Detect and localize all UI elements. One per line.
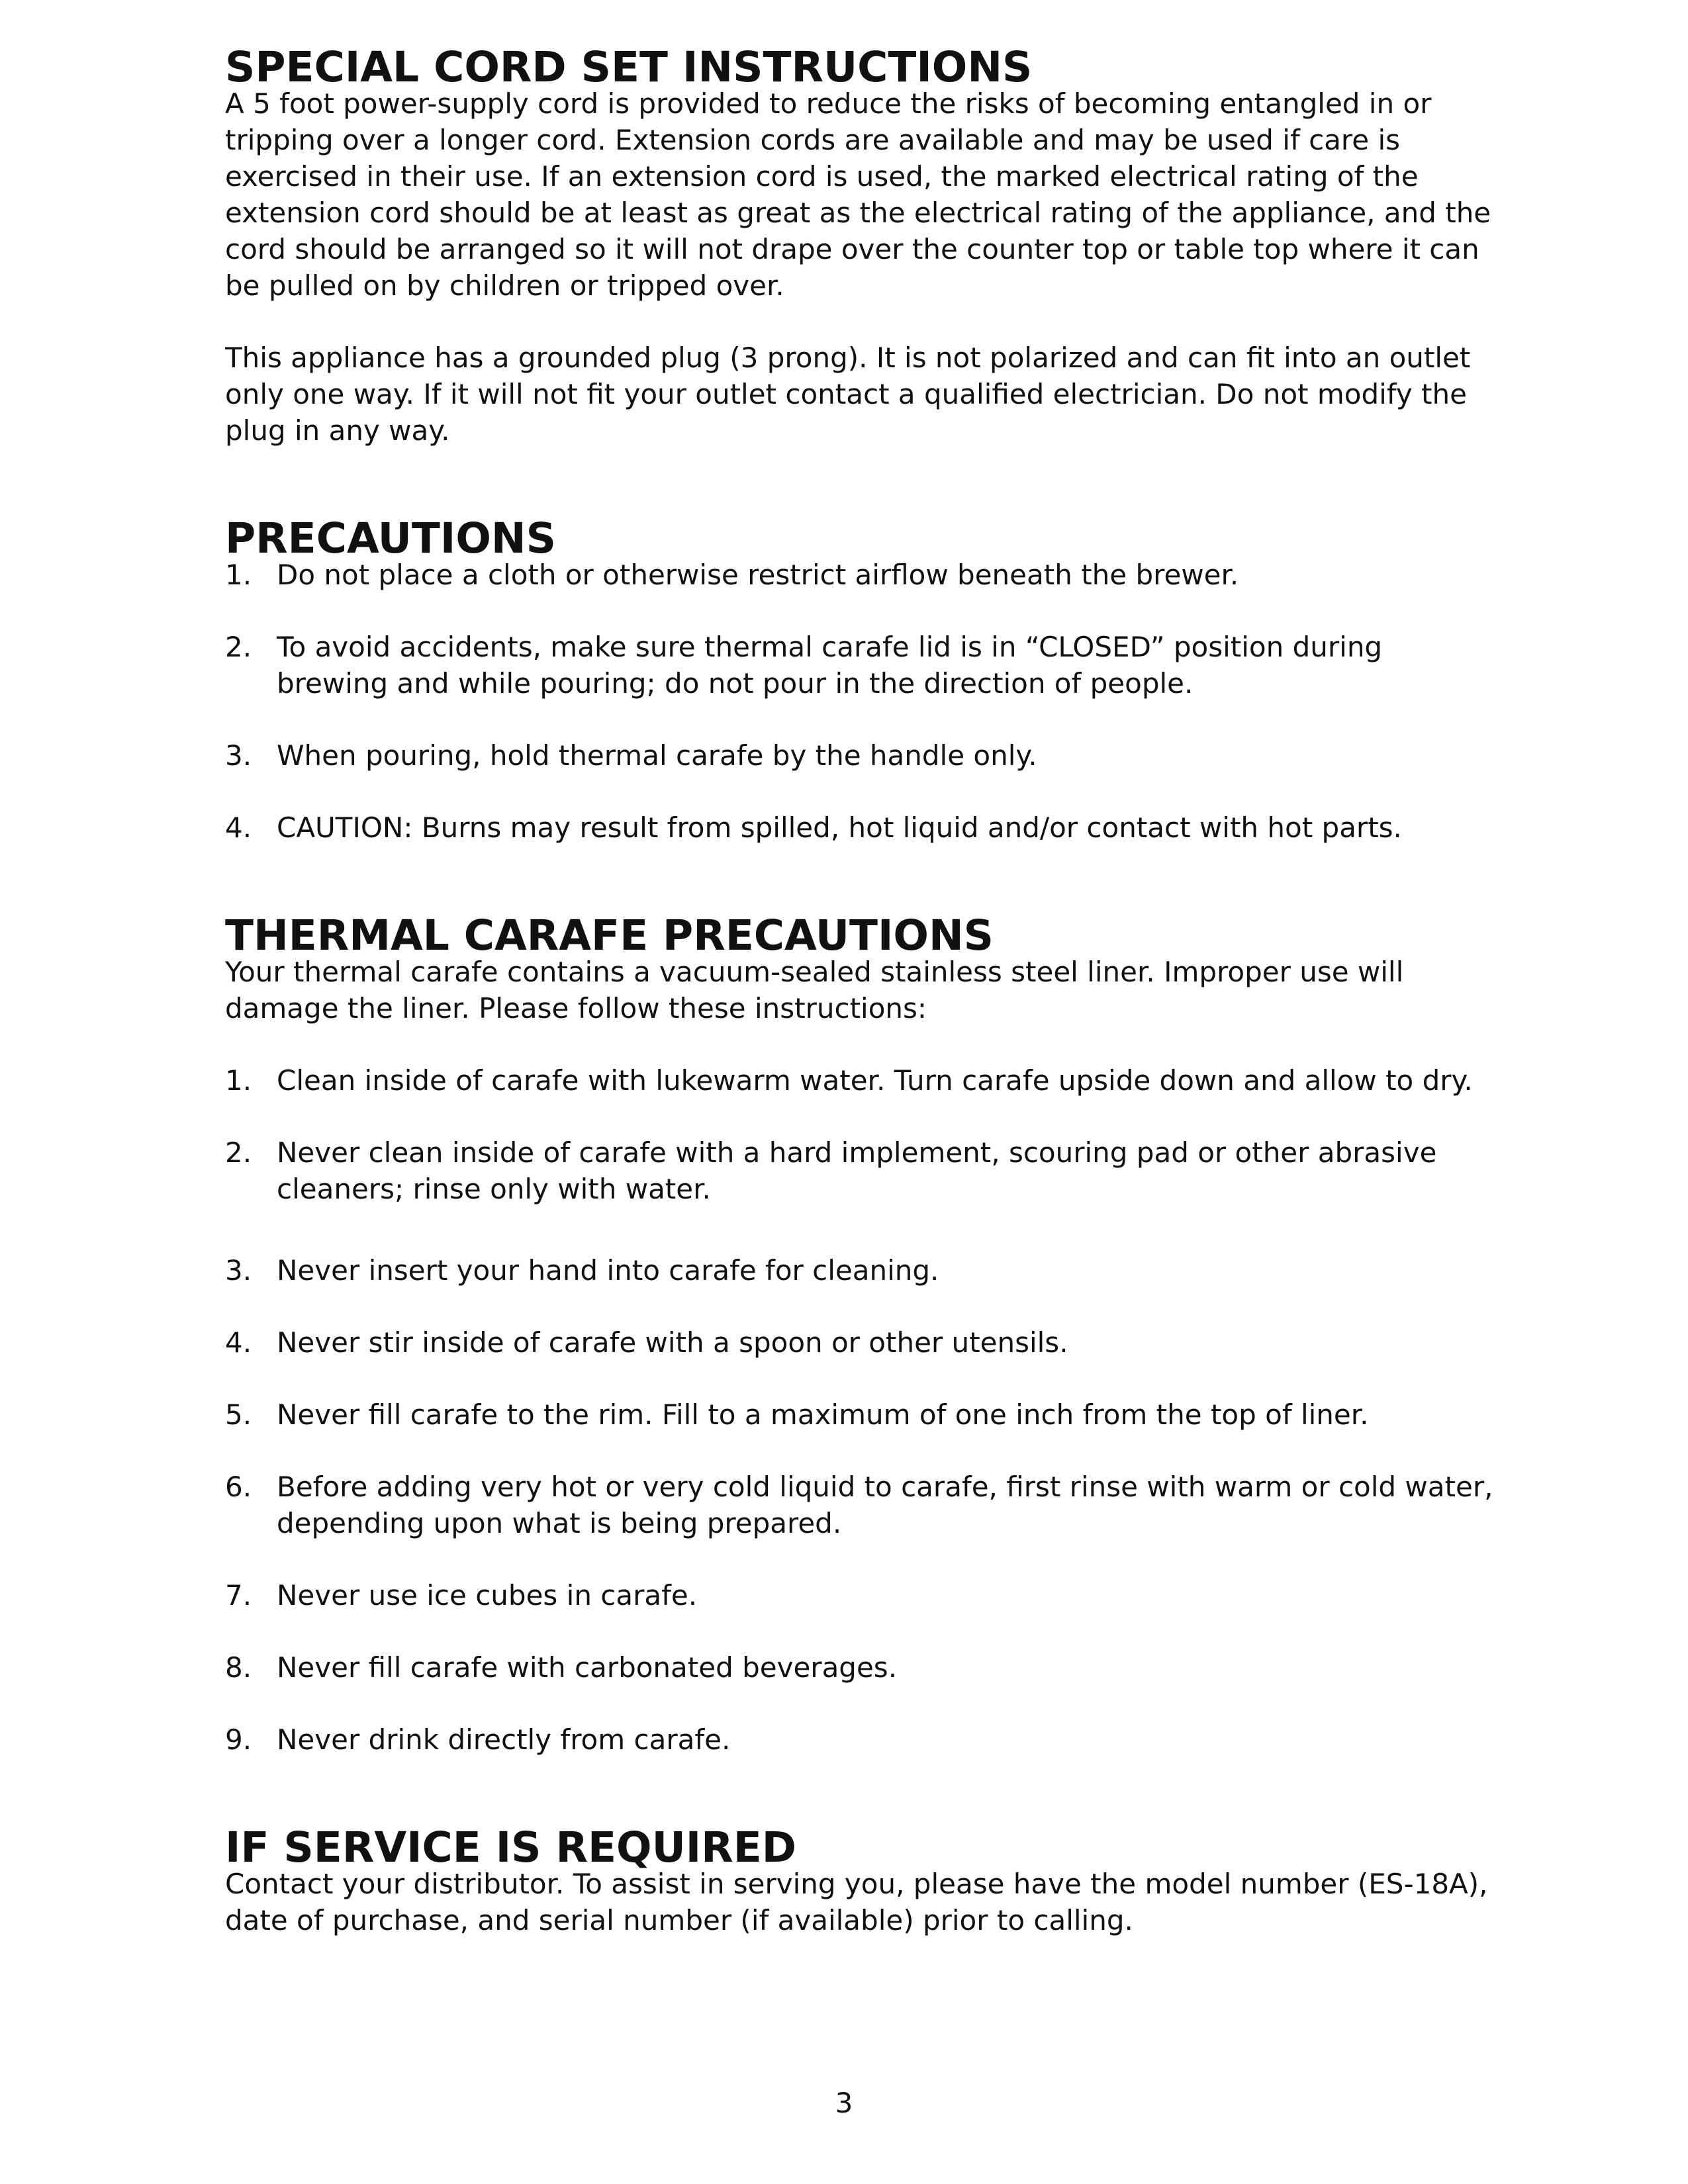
service-heading: IF SERVICE IS REQUIRED xyxy=(225,1823,797,1872)
precautions-heading: PRECAUTIONS xyxy=(225,514,557,563)
list-text: Never clean inside of carafe with a hard implement, scouring pad or other abrasive cleaners; rinse only with water. xyxy=(277,1136,1437,1205)
thermal-carafe-list xyxy=(225,1062,1496,1758)
list-item xyxy=(225,1396,1496,1433)
list-number: 7. xyxy=(225,1579,252,1612)
list-number: 6. xyxy=(225,1471,252,1503)
list-item xyxy=(225,809,1496,846)
list-text: Never stir inside of carafe with a spoon or other utensils. xyxy=(277,1326,1068,1359)
list-text: Never fill carafe to the rim. Fill to a maximum of one inch from the top of liner. xyxy=(277,1398,1369,1431)
list-number: 4. xyxy=(225,1326,252,1359)
document-body xyxy=(225,43,1496,1938)
list-text: To avoid accidents, make sure thermal carafe lid is in “CLOSED” position during brewing and while pouring; do not pour in the direction of people. xyxy=(277,631,1383,700)
list-number: 3. xyxy=(225,739,252,772)
cord-set-section xyxy=(225,43,1496,449)
list-item xyxy=(225,1252,1496,1289)
list-number: 4. xyxy=(225,811,252,844)
service-paragraph: Contact your distributor. To assist in serving you, please have the model number (ES-18A), date of purchase, and serial number (if available) prior to calling. xyxy=(225,1868,1488,1936)
list-text: Before adding very hot or very cold liquid to carafe, first rinse with warm or cold water, depending upon what is being prepared. xyxy=(277,1471,1493,1539)
list-item xyxy=(225,629,1496,702)
list-number: 9. xyxy=(225,1723,252,1756)
list-text: Never drink directly from carafe. xyxy=(277,1723,731,1756)
list-number: 1. xyxy=(225,559,252,591)
list-text: Do not place a cloth or otherwise restrict airflow beneath the brewer. xyxy=(277,559,1239,591)
list-item xyxy=(225,1721,1496,1758)
list-number: 8. xyxy=(225,1651,252,1684)
precautions-list xyxy=(225,557,1496,846)
service-section xyxy=(225,1823,1496,1938)
list-text: Clean inside of carafe with lukewarm water. Turn carafe upside down and allow to dry. xyxy=(277,1064,1473,1097)
cord-set-paragraph-1: A 5 foot power-supply cord is provided to reduce the risks of becoming entangled in or tripping over a longer cord. Extension cords are available and may be used if care is exercised in their use. If an extension cord is used, the marked electrical rating of the extension cord should be at least as great as the electrical rating of the appliance, and the cord should be arranged so it will not drape over the counter top or table top where it can be pulled on by children or tripped over. xyxy=(225,87,1491,302)
list-text: Never insert your hand into carafe for cleaning. xyxy=(277,1254,939,1287)
list-text: CAUTION: Burns may result from spilled, hot liquid and/or contact with hot parts. xyxy=(277,811,1402,844)
list-item xyxy=(225,1649,1496,1686)
list-item xyxy=(225,557,1496,593)
list-item xyxy=(225,1134,1496,1207)
list-number: 3. xyxy=(225,1254,252,1287)
cord-set-paragraph-2: This appliance has a grounded plug (3 prong). It is not polarized and can fit into an outlet only one way. If it will not fit your outlet contact a qualified electrician. Do not modify the plug in any way. xyxy=(225,341,1471,447)
list-number: 2. xyxy=(225,631,252,663)
list-text: Never fill carafe with carbonated beverages. xyxy=(277,1651,898,1684)
thermal-carafe-section xyxy=(225,911,1496,1758)
list-number: 5. xyxy=(225,1398,252,1431)
precautions-section xyxy=(225,514,1496,846)
thermal-carafe-intro: Your thermal carafe contains a vacuum-sealed stainless steel liner. Improper use will damage the liner. Please follow these instructions: xyxy=(225,956,1404,1024)
list-item xyxy=(225,1324,1496,1361)
list-item xyxy=(225,1577,1496,1614)
list-number: 1. xyxy=(225,1064,252,1097)
thermal-carafe-heading: THERMAL CARAFE PRECAUTIONS xyxy=(225,911,994,960)
cord-set-heading: SPECIAL CORD SET INSTRUCTIONS xyxy=(225,43,1033,91)
list-text: When pouring, hold thermal carafe by the handle only. xyxy=(277,739,1037,772)
list-text: Never use ice cubes in carafe. xyxy=(277,1579,698,1612)
list-item xyxy=(225,1062,1496,1099)
list-item xyxy=(225,1469,1496,1541)
list-number: 2. xyxy=(225,1136,252,1169)
list-item xyxy=(225,737,1496,774)
page-number: 3 xyxy=(835,2087,853,2119)
